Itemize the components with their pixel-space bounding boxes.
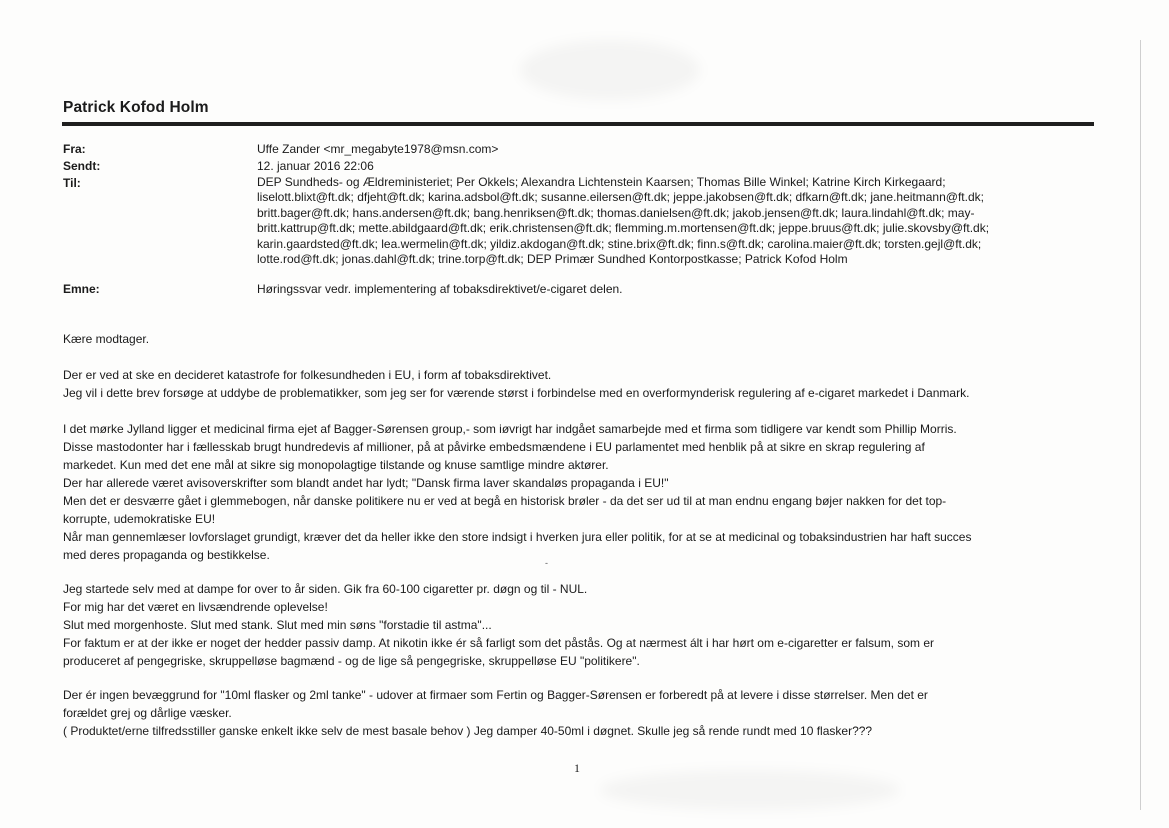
to-recipients <box>257 175 1083 267</box>
paragraph-line: korrupte, udemokratiske EU! <box>63 512 216 526</box>
paragraph-line: med deres propaganda og bestikkelse. <box>63 548 270 562</box>
subject-label: Emne: <box>63 282 100 296</box>
to-recipients-line: karin.gaardsted@ft.dk; lea.wermelin@ft.dk; yildiz.akdogan@ft.dk; stine.brix@ft.dk; finn.s@ft.dk; carolina.maier@ft.dk; torsten.gejl@ft.dk; <box>257 236 982 251</box>
paragraph-line: Men det er desværre gået i glemmebogen, når danske politikere nu er ved at begå en historisk brøler - da det ser ud til at man endnu engang bøjer nakken for det top- <box>63 494 947 508</box>
to-label: Til: <box>63 176 81 190</box>
paragraph-line: Der har allerede været avisoverskrifter som blandt andet har lydt; "Dansk firma laver skandaløs propaganda i EU!" <box>63 476 669 490</box>
mailbox-owner-name: Patrick Kofod Holm <box>63 99 209 116</box>
salutation-text: Kære modtager. <box>63 332 150 346</box>
from-label: Fra: <box>63 142 86 156</box>
paragraph-1 <box>63 366 1103 402</box>
paragraph-line: For mig har det været en livsændrende oplevelse! <box>63 600 328 614</box>
to-recipients-line: liselott.blixt@ft.dk; dfjeht@ft.dk; karina.adsbol@ft.dk; susanne.eilersen@ft.dk; jeppe.jakobsen@ft.dk; dfkarn@ft.dk; jane.heitmann@ft.dk; <box>257 190 984 205</box>
paragraph-2 <box>63 420 1103 564</box>
paragraph-line: Slut med morgenhoste. Slut med stank. Slut med min søns "forstadie til astma"... <box>63 618 492 632</box>
sent-label: Sendt: <box>63 159 101 173</box>
paragraph-line: Der ér ingen bevæggrund for "10ml flasker og 2ml tanke" - udover at firmaer som Fertin og Bagger-Sørensen er forberedt på at levere i disse størrelser. Men det er <box>63 688 928 702</box>
to-recipients-line: britt.kattrup@ft.dk; mette.abildgaard@ft.dk; erik.christensen@ft.dk; flemming.m.mortensen@ft.dk; jeppe.bruus@ft.dk; julie.skovsby@ft.dk; <box>257 221 990 236</box>
salutation <box>63 330 1103 348</box>
paragraph-line: Disse mastodonter har i fællesskab brugt hundredevis af millioner, på at påvirke embedsmændene i EU parlamentet med henblik på at sikre en skrap regulering af <box>63 440 925 454</box>
paragraph-line: Jeg vil i dette brev forsøge at uddybe de problematikker, som jeg ser for værende størst i forbindelse med en overformynderisk regulering af e-cigaret markedet i Danmark. <box>63 386 970 400</box>
to-recipients-line: lotte.rod@ft.dk; jonas.dahl@ft.dk; trine.torp@ft.dk; DEP Primær Sundhed Kontorpostkasse; Patrick Kofod Holm <box>257 251 848 266</box>
paragraph-line: Når man gennemlæser lovforslaget grundigt, kræver det da heller ikke den store indsigt i hverken jura eller politik, for at se at medicinal og tobaksindustrien har haft succes <box>63 530 972 544</box>
to-recipients-line: DEP Sundheds- og Ældreministeriet; Per Okkels; Alexandra Lichtenstein Kaarsen; Thomas Bille Winkel; Katrine Kirch Kirkegaard; <box>257 175 946 189</box>
paragraph-line: forældet grej og dårlige væsker. <box>63 706 232 720</box>
page-number: 1 <box>574 761 580 775</box>
scan-stray-mark: - <box>545 558 548 568</box>
paragraph-line: For faktum er at der ikke er noget der hedder passiv damp. At nikotin ikke ér så farligt som det påstås. Og at nærmest ált i har hørt om e-cigaretter er falsum, som er <box>63 636 935 650</box>
to-recipients-line: britt.bager@ft.dk; hans.andersen@ft.dk; bang.henriksen@ft.dk; thomas.danielsen@ft.dk; jakob.jensen@ft.dk; laura.lindahl@ft.dk; may- <box>257 205 975 220</box>
paragraph-line: markedet. Kun med det ene mål at sikre sig monopolagtige tilstande og knuse samtlige mindre aktører. <box>63 458 609 472</box>
paragraph-3 <box>63 580 1103 670</box>
header-divider <box>62 122 1094 126</box>
from-value: Uffe Zander <mr_megabyte1978@msn.com> <box>257 142 499 156</box>
scan-smudge <box>600 770 900 810</box>
paragraph-line: I det mørke Jylland ligger et medicinal firma ejet af Bagger-Sørensen group,- som iøvrigt har indgået samarbejde med et firma som tidligere var kendt som Phillip Morris. <box>63 422 957 436</box>
paragraph-line: Jeg startede selv med at dampe for over to år siden. Gik fra 60-100 cigaretter pr. døgn og til - NUL. <box>63 582 588 596</box>
paragraph-line: ( Produktet/erne tilfredsstiller ganske enkelt ikke selv de mest basale behov ) Jeg damper 40-50ml i døgnet. Skulle jeg så rende rundt med 10 flasker??? <box>63 724 873 738</box>
scan-edge-line <box>1140 40 1141 810</box>
paragraph-line: Der er ved at ske en decideret katastrofe for folkesundheden i EU, i form af tobaksdirektivet. <box>63 368 552 382</box>
paragraph-line: produceret af pengegriske, skruppelløse bagmænd - og de lige så pengegriske, skruppelløse EU "politikere". <box>63 654 640 668</box>
scan-smudge <box>520 40 700 100</box>
sent-value: 12. januar 2016 22:06 <box>257 159 374 173</box>
paragraph-4 <box>63 686 1103 740</box>
subject-value: Høringssvar vedr. implementering af tobaksdirektivet/e-cigaret delen. <box>257 282 623 296</box>
